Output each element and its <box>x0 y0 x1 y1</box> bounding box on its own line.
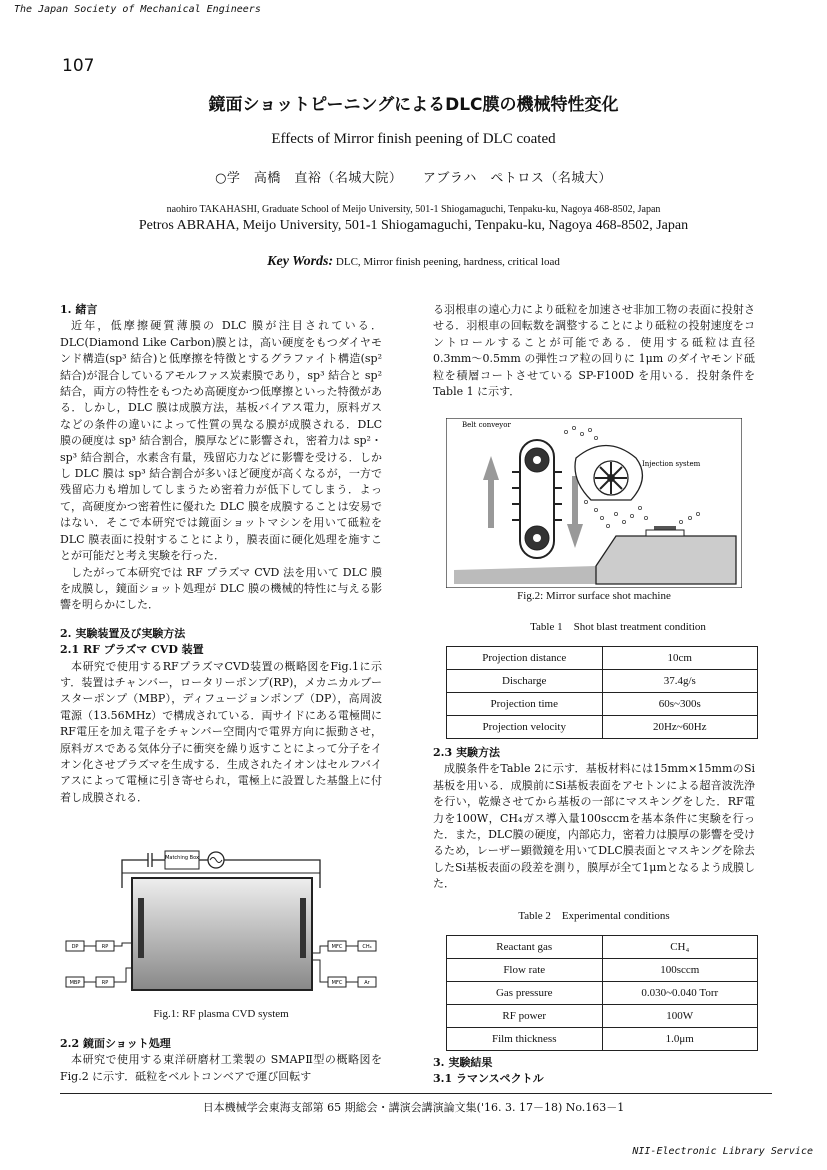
workpiece <box>654 526 676 530</box>
section-3-heading: 3. 実験結果 <box>433 1056 493 1069</box>
paper-subtitle: Effects of Mirror finish peening of DLC coated <box>271 131 556 147</box>
right-electrode <box>300 898 306 958</box>
section-1-paragraph-2: したがって本研究では RF プラズマ CVD 法を用いて DLC 膜を成膜し，鏡面ショット処理が DLC 膜の機械的特性に与える影響を明らかにした． <box>60 565 382 612</box>
proceedings-footer: 日本機械学会東海支部第 65 期総会・講演会講演論文集('16. 3. 17－18) No.163－1 <box>202 1101 625 1114</box>
table1-caption: Table 1 Shot blast treatment condition <box>530 621 706 633</box>
left-electrode <box>138 898 144 958</box>
table-cell: 0.030~0.040 Torr <box>602 982 758 1005</box>
affiliation-1: naohiro TAKAHASHI, Graduate School of Meijo University, 501-1 Shiogamaguchi, Tenpaku-ku, Nagoya 468-8502, Japan <box>166 204 661 215</box>
table-cell: Flow rate <box>447 959 603 982</box>
table-cell: 100W <box>602 1005 758 1028</box>
table-row <box>447 693 758 716</box>
paper-title: 鏡面ショットピーニングによるDLC膜の機械特性変化 <box>208 95 619 115</box>
table-row <box>447 959 758 982</box>
rp-label: RP <box>101 944 109 950</box>
work-table <box>596 536 736 584</box>
table-cell: Discharge <box>447 670 603 693</box>
section-1-heading: 1. 緒言 <box>60 303 98 316</box>
ch4-label: CH₄ <box>362 944 372 950</box>
table-row <box>447 647 758 670</box>
table-cell: 100sccm <box>602 959 758 982</box>
fig1-caption: Fig.1: RF plasma CVD system <box>153 1008 289 1020</box>
table-cell: 37.4g/s <box>602 670 758 693</box>
dp-label: DP <box>71 944 79 950</box>
left-column-bottom <box>60 1036 382 1085</box>
table-cell: Film thickness <box>447 1028 603 1051</box>
table-cell: RF power <box>447 1005 603 1028</box>
rp2-label: RP <box>101 980 109 986</box>
section-2-2-paragraph: 本研究で使用する東洋研磨材工業製の SMAPⅡ型の概略図を Fig.2 に示す．砥粒をベルトコンベアで運び回転す <box>60 1053 382 1083</box>
fig2-caption: Fig.2: Mirror surface shot machine <box>517 590 671 602</box>
matching-box-label: Matching Box <box>165 855 199 861</box>
belt-conveyor-label: Belt conveyor <box>462 421 511 429</box>
page-number: 107 <box>62 56 95 76</box>
table-cell: 20Hz~60Hz <box>602 716 758 739</box>
table2-caption: Table 2 Experimental conditions <box>518 910 670 922</box>
right-column-bottom <box>433 1055 755 1088</box>
table-row <box>447 982 758 1005</box>
table-cell: Projection time <box>447 693 603 716</box>
table-cell: Reactant gas <box>447 936 603 959</box>
subsection-2-3-heading: 2.3 実験方法 <box>433 746 500 759</box>
section-2-3-paragraph: 成膜条件をTable 2に示す．基板材料には15mm×15mmのSi基板を用いる．成膜前にSi基板表面をアセトンによる超音波洗浄を行い，乾燥させてから基板の一部にマスキングをした．RF電力を100W，CH₄ガス導入量100sccmを基本条件に実験を行った．また，DLC膜の硬度，内部応力，密着力は膜厚の影響を受けるため，レーザー顕微鏡を用いてDLC膜表面とマスキングを除去したSi基板表面の段差を測り，膜厚が全て1μmとなるよう成膜した． <box>433 762 755 891</box>
right-column-top <box>433 302 755 400</box>
subsection-2-2-heading: 2.2 鏡面ショット処理 <box>60 1037 171 1050</box>
ar-label: Ar <box>364 980 370 986</box>
section-1-paragraph-1: 近年，低摩擦硬質薄膜の DLC 膜が注目されている．DLC(Diamond Like Carbon)膜とは，高い硬度をもつダイヤモンド構造(sp³ 結合)と低摩擦を特徴とするグラファイト構造(sp² 結合)が混合しているアモルファス炭素膜であり，sp³ 結合と sp² 結合，両方の特性をもつため高硬度かつ低摩擦といった特徴がある．しかし，DLC 膜は成膜方法，基板バイアス電力，原料ガスなどの条件の違いによって性質の異なる膜が成膜される．DLC 膜の硬度は sp³ 結合割合，膜厚などに影響され，密着力は sp²・sp³ 結合割合，水素含有量，残留応力などに影響を受ける．しかし DLC 膜は sp³ 結合割合が多いほど硬度が高くなるが，一方で残留応力も増加してしまうため密着力が低下してしまう．よって，高硬度かつ密着性に優れた DLC 膜を成膜することは安易ではない．そこで本研究では鏡面ショットマシンを用いて砥粒を DLC 膜表面に投射することにより，膜表面に硬化処理を施すことが可能だと考え実験を行った． <box>60 319 382 563</box>
section-2-1-paragraph: 本研究で使用するRFプラズマCVD装置の概略図をFig.1に示す．装置はチャンバー，ロータリーポンプ(RP)，メカニカルブースターポンプ（MBP），ディフュージョンポンプ（DP），高周波電源（13.56MHz）で構成されている．両サイドにある電極間にRF電圧を加え電子をチャンバー空間内で電界方向に振動させ，原料ガスである気体分子に衝突を繰り返すことによって分子をイオン化させプラズマを生成する．生成されたイオンはセルフバイアスによって電極に引き寄せられ，電極上に設置した基盤上に付着し成膜される． <box>60 659 382 804</box>
society-header: The Japan Society of Mechanical Engineers <box>14 4 261 15</box>
subsection-3-1-heading: 3.1 ラマンスペクトル <box>433 1072 544 1086</box>
table-row <box>447 936 758 959</box>
chamber <box>132 878 312 990</box>
left-column-top <box>60 302 382 806</box>
table-row <box>447 1028 758 1051</box>
table-cell: 10cm <box>602 647 758 670</box>
injection-system-label: Injection system <box>642 460 701 468</box>
mfc-2-label: MFC <box>331 980 343 986</box>
table-cell: Projection velocity <box>447 716 603 739</box>
mbp-label: MBP <box>69 980 81 986</box>
table-row <box>447 1005 758 1028</box>
fig2-mirror-shot-machine-diagram <box>446 418 742 588</box>
table-row <box>447 716 758 739</box>
fig1-rf-plasma-cvd-diagram <box>62 848 384 1000</box>
table-cell: 1.0μm <box>602 1028 758 1051</box>
mfc-1-label: MFC <box>331 944 343 950</box>
table2 <box>446 935 758 1051</box>
right-column-middle <box>433 745 755 893</box>
table-row <box>447 670 758 693</box>
keywords-text: DLC, Mirror finish peening, hardness, critical load <box>333 256 560 268</box>
keywords-label: Key Words: <box>267 254 334 269</box>
subsection-2-1-heading: 2.1 RF プラズマ CVD 装置 <box>60 643 204 657</box>
section-2-2-paragraph-cont: る羽根車の遠心力により砥粒を加速させ非加工物の表面に投射させる．羽根車の回転数を調整することにより砥粒の投射速度をコントロールすることが可能である．使用する砥粒は直径 0.3mm〜0.5mm の弾性コア粒の回りに 1μm のダイヤモンド砥粒を積層コートさせている SP-F100D を用いる．投射条件を Table 1 に示す． <box>433 303 755 399</box>
table-cell: 60s~300s <box>602 693 758 716</box>
section-2-heading: 2. 実験装置及び実験方法 <box>60 626 186 640</box>
keywords <box>0 254 827 270</box>
table-cell: Gas pressure <box>447 982 603 1005</box>
authors: ○学 高橋 直裕（名城大院） アブラハ ペトロス（名城大） <box>215 171 612 186</box>
table-cell: CH₄ <box>602 936 758 959</box>
nii-service-label: NII-Electronic Library Service <box>632 1146 813 1157</box>
footer-rule <box>60 1093 772 1094</box>
affiliation-2: Petros ABRAHA, Meijo University, 501-1 Shiogamaguchi, Tenpaku-ku, Nagoya 468-8502, Japan <box>138 218 689 233</box>
table1 <box>446 646 758 739</box>
table-cell: Projection distance <box>447 647 603 670</box>
